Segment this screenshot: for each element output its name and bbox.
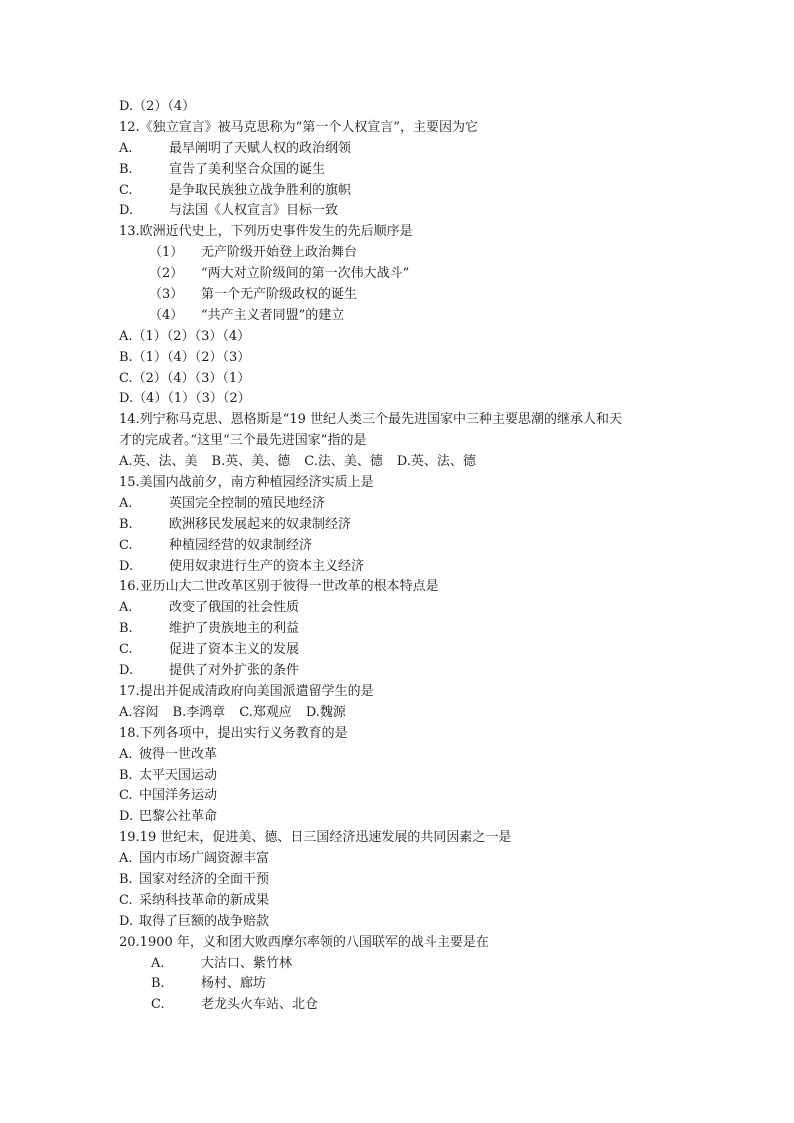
option-line: A.（1）（2）（3）（4） bbox=[119, 328, 251, 344]
option-letter: B. bbox=[151, 976, 165, 992]
option-letter: B. bbox=[119, 871, 133, 887]
sub-item bbox=[119, 264, 679, 285]
option-line bbox=[119, 619, 679, 640]
question-18: 18.下列各项中，提出实行义务教育的是 bbox=[119, 725, 348, 741]
option-text: C.法、美、德 bbox=[304, 454, 383, 470]
option-text: 提供了对外扩张的条件 bbox=[169, 663, 300, 679]
option-text: 欧洲移民发展起来的奴隶制经济 bbox=[169, 516, 352, 532]
option-text: 使用奴隶进行生产的资本主义经济 bbox=[169, 558, 365, 574]
option-line bbox=[119, 598, 679, 619]
option-letter: B. bbox=[119, 621, 133, 637]
option-line bbox=[119, 640, 679, 661]
sub-item-text: 无产阶级开始登上政治舞台 bbox=[201, 245, 358, 261]
option-line bbox=[119, 974, 679, 995]
inline-options bbox=[119, 452, 679, 473]
inline-options bbox=[119, 703, 679, 724]
option-text: 太平天国运动 bbox=[139, 767, 218, 783]
question-14: 14.列宁称马克思、恩格斯是“19 世纪人类三个最先进国家中三种主要思潮的继承人和天 bbox=[119, 412, 622, 428]
option-line bbox=[119, 661, 679, 682]
option-text: 英国完全控制的殖民地经济 bbox=[169, 495, 326, 511]
question-12: 12.《独立宣言》被马克思称为“第一个人权宣言”，主要因为它 bbox=[119, 119, 478, 135]
option-letter: D. bbox=[119, 809, 134, 825]
sub-item-number: （1） bbox=[149, 245, 184, 261]
question-20: 20.1900 年，义和团大败西摩尔率领的八国联军的战斗主要是在 bbox=[119, 934, 489, 950]
option-line: B.（1）（4）（2）（3） bbox=[119, 349, 251, 365]
option-line bbox=[119, 786, 679, 807]
option-text: B.英、美、德 bbox=[211, 454, 291, 470]
option-line bbox=[119, 807, 679, 828]
option-text: 是争取民族独立战争胜利的旗帜 bbox=[169, 182, 352, 198]
option-letter: B. bbox=[119, 161, 133, 177]
option-line bbox=[119, 870, 679, 891]
option-letter: C. bbox=[119, 182, 133, 198]
option-line bbox=[119, 912, 679, 933]
option-letter: D. bbox=[119, 663, 134, 679]
question-list bbox=[119, 97, 679, 1016]
option-text: 改变了俄国的社会性质 bbox=[169, 600, 300, 616]
option-text: 国内市场广阔资源丰富 bbox=[139, 851, 270, 867]
option-line bbox=[119, 849, 679, 870]
option-line bbox=[119, 536, 679, 557]
option-letter: C. bbox=[119, 892, 133, 908]
option-text: C.郑观应 bbox=[239, 704, 292, 720]
option-line bbox=[119, 181, 679, 202]
option-letter: D. bbox=[119, 913, 134, 929]
option-text: 国家对经济的全面干预 bbox=[139, 871, 270, 887]
option-text: 老龙头火车站、北仓 bbox=[201, 997, 319, 1013]
question-16: 16.亚历山大二世改革区别于彼得一世改革的根本特点是 bbox=[119, 579, 439, 595]
option-text: 维护了贵族地主的利益 bbox=[169, 621, 300, 637]
option-line bbox=[119, 954, 679, 975]
option-line bbox=[119, 745, 679, 766]
question-17: 17.提出并促成清政府向美国派遣留学生的是 bbox=[119, 683, 374, 699]
option-text: A.英、法、美 bbox=[119, 454, 198, 470]
option-line: C.（2）（4）（3）（1） bbox=[119, 370, 251, 386]
sub-item-text: 第一个无产阶级政权的诞生 bbox=[201, 287, 358, 303]
option-text: 巴黎公社革命 bbox=[139, 809, 218, 825]
option-text: D.英、法、德 bbox=[396, 454, 476, 470]
option-text: A.容闳 bbox=[119, 704, 159, 720]
option-line bbox=[119, 995, 679, 1016]
option-letter: A. bbox=[119, 746, 133, 762]
option-letter: C. bbox=[151, 997, 165, 1013]
option-line bbox=[119, 139, 679, 160]
option-text: 取得了巨额的战争赔款 bbox=[139, 913, 270, 929]
option-line bbox=[119, 891, 679, 912]
option-text: 中国洋务运动 bbox=[139, 788, 218, 804]
option-line: D.（2）（4） bbox=[119, 99, 196, 114]
option-text: 种植园经营的奴隶制经济 bbox=[169, 537, 313, 553]
option-text: 杨村、廊坊 bbox=[201, 976, 267, 992]
sub-item bbox=[119, 306, 679, 327]
option-letter: A. bbox=[119, 600, 133, 616]
question-15: 15.美国内战前夕，南方种植园经济实质上是 bbox=[119, 475, 374, 491]
option-text: 彼得一世改革 bbox=[139, 746, 218, 762]
option-letter: C. bbox=[119, 642, 133, 658]
option-line: D.（4）（1）（3）（2） bbox=[119, 391, 251, 407]
option-text: B.李鸿章 bbox=[172, 704, 226, 720]
option-line bbox=[119, 515, 679, 536]
option-text: 最早阐明了天赋人权的政治纲领 bbox=[169, 140, 352, 156]
sub-item bbox=[119, 243, 679, 264]
option-text: 采纳科技革命的新成果 bbox=[139, 892, 270, 908]
question-19: 19.19 世纪末，促进美、德、日三国经济迅速发展的共同因素之一是 bbox=[119, 830, 512, 846]
option-line bbox=[119, 201, 679, 222]
sub-item bbox=[119, 285, 679, 306]
option-letter: B. bbox=[119, 516, 133, 532]
option-letter: A. bbox=[151, 955, 165, 971]
option-letter: B. bbox=[119, 767, 133, 783]
option-line bbox=[119, 494, 679, 515]
option-letter: A. bbox=[119, 495, 133, 511]
option-text: 与法国《人权宣言》目标一致 bbox=[169, 203, 339, 219]
option-text: 宣告了美利坚合众国的诞生 bbox=[169, 161, 326, 177]
option-letter: A. bbox=[119, 851, 133, 867]
option-line bbox=[119, 557, 679, 578]
option-letter: C. bbox=[119, 788, 133, 804]
option-letter: D. bbox=[119, 558, 134, 574]
question-14-continued: 才的完成者。”这里“三个最先进国家”指的是 bbox=[119, 433, 367, 449]
sub-item-number: （2） bbox=[149, 266, 184, 282]
option-text: D.魏源 bbox=[305, 704, 346, 720]
sub-item-number: （3） bbox=[149, 287, 184, 303]
sub-item-text: “两大对立阶级间的第一次伟大战斗” bbox=[201, 266, 410, 282]
option-letter: D. bbox=[119, 203, 134, 219]
question-13: 13.欧洲近代史上，下列历史事件发生的先后顺序是 bbox=[119, 224, 413, 240]
sub-item-text: “共产主义者同盟”的建立 bbox=[201, 307, 345, 323]
option-text: 促进了资本主义的发展 bbox=[169, 642, 300, 658]
option-letter: C. bbox=[119, 537, 133, 553]
option-line bbox=[119, 766, 679, 787]
option-text: 大沽口、紫竹林 bbox=[201, 955, 293, 971]
option-letter: A. bbox=[119, 140, 133, 156]
sub-item-number: （4） bbox=[149, 307, 184, 323]
option-line bbox=[119, 160, 679, 181]
